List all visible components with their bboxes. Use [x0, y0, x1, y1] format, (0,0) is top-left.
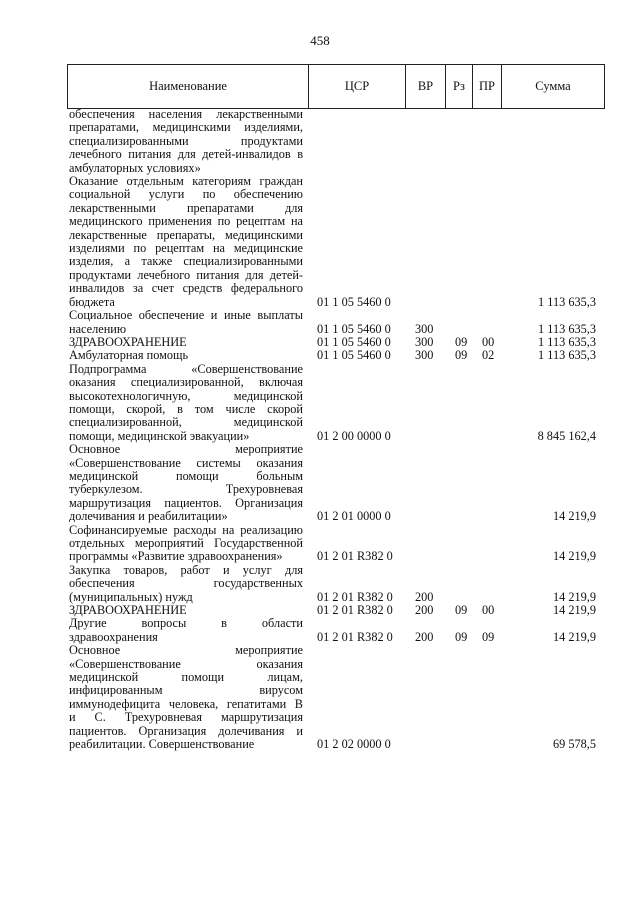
table-row [0, 363, 640, 443]
row-csr: 01 2 01 R382 0 [317, 629, 393, 644]
row-name [69, 524, 303, 564]
row-name-line: реабилитации. Совершенствование [69, 737, 255, 752]
row-name-line: отдельных мероприятий Государственной [69, 536, 303, 550]
row-vr: 300 [415, 334, 434, 349]
row-name-line: лекарственные препараты, медицинскими [69, 227, 303, 242]
row-rz: 09 [455, 348, 468, 363]
column-header-csr: ЦСР [309, 65, 406, 108]
row-pr: 09 [482, 629, 495, 644]
row-name-line: медицинской помощи больным [69, 468, 303, 483]
row-name-line: изделия, а также специализированными [69, 254, 303, 269]
row-pr: 02 [482, 348, 495, 363]
table-row [0, 524, 640, 564]
table-body [0, 108, 640, 752]
table-row [0, 564, 640, 604]
row-name [69, 175, 303, 309]
row-rz: 09 [455, 629, 468, 644]
row-name [69, 349, 303, 362]
row-pr: 00 [482, 603, 495, 618]
table-row [0, 644, 640, 751]
row-sum: 14 219,9 [552, 603, 596, 618]
row-name [69, 336, 303, 349]
row-csr: 01 2 00 0000 0 [317, 428, 391, 443]
table-row [0, 349, 640, 362]
row-name-line: и С. Трехуровневая маршрутизация [69, 710, 303, 725]
row-csr: 01 1 05 5460 0 [317, 334, 391, 349]
row-sum: 14 219,9 [552, 549, 596, 564]
row-vr: 200 [415, 629, 434, 644]
row-rz: 09 [455, 334, 468, 349]
row-name-line: медицинского применения по рецептам на [69, 214, 303, 229]
row-name-line: Социальное обеспечение и иные выплаты [69, 308, 303, 323]
row-name-line: помощи, скорой, в том числе скорой [69, 401, 303, 416]
row-name-line: здравоохранения [69, 629, 158, 644]
row-csr: 01 2 02 0000 0 [317, 737, 391, 752]
row-name-line: (муниципальных) нужд [69, 589, 193, 604]
row-name-line: программы «Развитие здравоохранения» [69, 549, 283, 564]
row-name-line: Оказание отдельным категориям граждан [69, 174, 303, 189]
row-sum: 14 219,9 [552, 509, 596, 524]
row-sum: 69 578,5 [552, 737, 596, 752]
row-name [69, 644, 303, 751]
row-name-line: долечивания и реабилитации» [69, 509, 228, 524]
table-row [0, 604, 640, 617]
table-row [0, 309, 640, 336]
row-name-line: помощи, медицинской эвакуации» [69, 428, 250, 443]
table-header [67, 64, 605, 109]
row-name [69, 108, 303, 175]
row-name [69, 309, 303, 336]
row-name-line: маршрутизация пациентов. Организация [69, 495, 303, 510]
row-name-line: изделиями по рецептам на медицинские [69, 241, 303, 256]
column-header-name: Наименование [68, 65, 309, 108]
row-name-line: населению [69, 321, 127, 336]
table-row [0, 443, 640, 523]
row-name-line: Основное мероприятие [69, 643, 303, 658]
table-row [0, 617, 640, 644]
row-name-line: обеспечения государственных [69, 576, 303, 591]
row-name-line: Софинансируемые расходы на реализацию [69, 522, 303, 537]
row-name [69, 604, 303, 617]
row-csr: 01 2 01 R382 0 [317, 549, 393, 564]
row-name-line: Другие вопросы в области [69, 616, 303, 631]
row-name-line: социальной услуги по обеспечению [69, 187, 303, 202]
row-vr: 200 [415, 589, 434, 604]
row-name-line: бюджета [69, 294, 115, 309]
row-name-line: пациентов. Организация долечивания и [69, 723, 303, 738]
row-name [69, 443, 303, 523]
row-vr: 300 [415, 321, 434, 336]
row-csr: 01 2 01 0000 0 [317, 509, 391, 524]
row-name-line: медицинской помощи лицам, [69, 670, 303, 685]
row-name-line: «Совершенствование оказания [69, 656, 303, 671]
row-name-line: Амбулаторная помощь [69, 348, 189, 363]
row-name-line: обеспечения населения лекарственными [69, 107, 303, 121]
row-sum: 14 219,9 [552, 629, 596, 644]
row-name-line: «Совершенствование системы оказания [69, 455, 303, 470]
row-name-line: инвалидов за счет средств федерального [69, 281, 303, 296]
row-csr: 01 1 05 5460 0 [317, 321, 391, 336]
row-sum: 1 113 635,3 [538, 334, 596, 349]
table-row [0, 336, 640, 349]
column-header-sum: Сумма [535, 79, 571, 93]
row-name-line: оказания специализированной, включая [69, 375, 303, 390]
row-name-line: Подпрограмма «Совершенствование [69, 361, 303, 376]
row-name [69, 363, 303, 443]
row-name-line: Закупка товаров, работ и услуг для [69, 562, 303, 577]
row-name-line: туберкулезом. Трехуровневая [69, 482, 303, 497]
row-name-line: продуктами лечебного питания для детей- [69, 267, 303, 282]
row-sum: 1 113 635,3 [538, 294, 596, 309]
row-csr: 01 2 01 R382 0 [317, 603, 393, 618]
table-row [0, 108, 640, 175]
row-name-line: ЗДРАВООХРАНЕНИЕ [69, 603, 187, 618]
table-row [0, 175, 640, 309]
row-name-line: амбулаторных условиях» [69, 160, 201, 175]
column-header-rz: Рз [446, 65, 473, 108]
row-csr: 01 1 05 5460 0 [317, 294, 391, 309]
row-name-line: Основное мероприятие [69, 442, 303, 457]
row-name-line: специализированной, медицинской [69, 415, 303, 430]
row-name-line: специализированными продуктами [69, 133, 303, 148]
row-vr: 200 [415, 603, 434, 618]
row-name-line: иммунодефицита человека, гепатитами В [69, 696, 303, 711]
row-name-line: лечебного питания для детей-инвалидов в [69, 147, 303, 162]
row-name [69, 564, 303, 604]
row-name [69, 617, 303, 644]
row-sum: 1 113 635,3 [538, 348, 596, 363]
row-name-line: препаратами, медицинскими изделиями, [69, 120, 303, 135]
row-name-line: ЗДРАВООХРАНЕНИЕ [69, 334, 187, 349]
row-csr: 01 2 01 R382 0 [317, 589, 393, 604]
row-sum: 1 113 635,3 [538, 321, 596, 336]
page-number: 458 [310, 33, 330, 48]
row-name-line: лекарственными препаратами для [69, 200, 303, 215]
row-name-line: высокотехнологичную, медицинской [69, 388, 303, 403]
row-vr: 300 [415, 348, 434, 363]
row-sum: 8 845 162,4 [537, 428, 596, 443]
row-pr: 00 [482, 334, 495, 349]
column-header-vr: ВР [406, 65, 446, 108]
row-name-line: инфицированным вирусом [69, 683, 303, 698]
column-header-pr: ПР [473, 65, 502, 108]
row-sum: 14 219,9 [552, 589, 596, 604]
row-rz: 09 [455, 603, 468, 618]
row-csr: 01 1 05 5460 0 [317, 348, 391, 363]
